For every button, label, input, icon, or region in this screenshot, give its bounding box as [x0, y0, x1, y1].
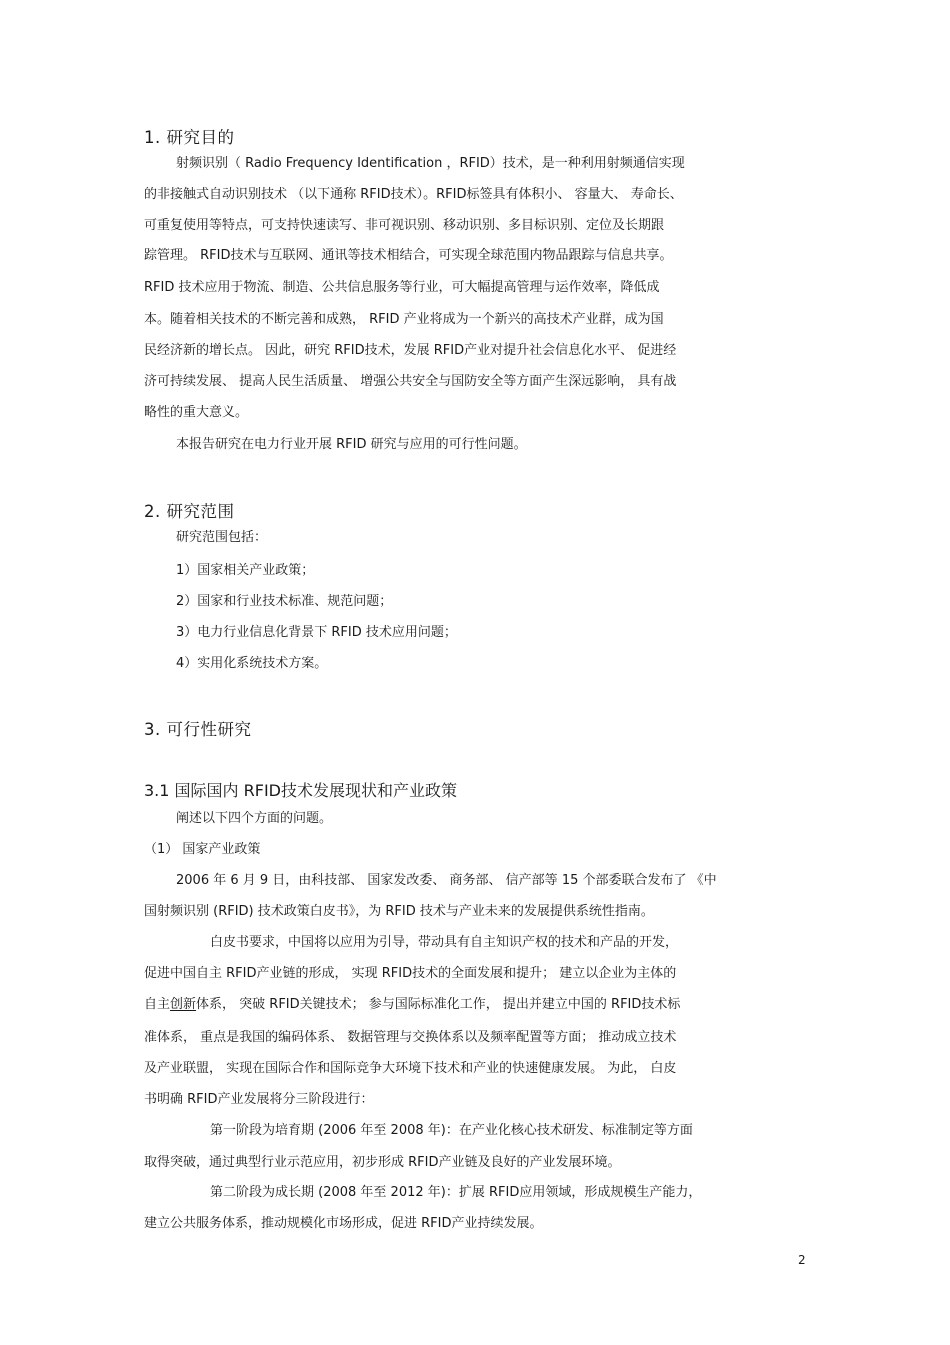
- paragraph-line: 本。随着相关技术的不断完善和成熟， RFID 产业将成为一个新兴的高技术产业群，成为国: [144, 312, 664, 327]
- paragraph-line: 白皮书要求，中国将以应用为引导，带动具有自主知识产权的技术和产品的开发，: [210, 935, 679, 950]
- paragraph-line: RFID 技术应用于物流、制造、公共信息服务等行业，可大幅提高管理与运作效率，降低成: [144, 280, 660, 295]
- paragraph-line: 的非接触式自动识别技术 （以下通称 RFID技术）。RFID标签具有体积小、 容量大、 寿命长、: [144, 187, 683, 202]
- scope-item: 1）国家相关产业政策；: [176, 563, 315, 578]
- plain-text: 自主: [144, 997, 171, 1012]
- scope-intro: 研究范围包括：: [176, 530, 268, 545]
- paragraph-line: [144, 997, 804, 1013]
- scope-item: 2）国家和行业技术标准、规范问题；: [176, 594, 393, 609]
- paragraph-line: 第二阶段为成长期 (2008 年至 2012 年)：扩展 RFID应用领域，形成规模生产能力，: [210, 1185, 702, 1200]
- section-3-heading: 3. 可行性研究: [144, 720, 252, 739]
- paragraph-line: 可重复使用等特点，可支持快速读写、非可视识别、移动识别、多目标识别、定位及长期跟: [144, 218, 665, 233]
- paragraph-line: 建立公共服务体系，推动规模化市场形成，促进 RFID产业持续发展。: [144, 1216, 543, 1231]
- paragraph-line: 国射频识别 (RFID) 技术政策白皮书》，为 RFID 技术与产业未来的发展提供系统性指南。: [144, 904, 654, 919]
- paragraph-line: 民经济新的增长点。 因此，研究 RFID技术，发展 RFID产业对提升社会信息化水平、 促进经: [144, 343, 677, 358]
- paragraph-line: 射频识别（ Radio Frequency Identification ，RFID）技术，是一种利用射频通信实现: [176, 156, 685, 171]
- paragraph-line: 略性的重大意义。: [144, 405, 249, 420]
- paragraph-line: 本报告研究在电力行业开展 RFID 研究与应用的可行性问题。: [176, 437, 527, 452]
- section-1-heading: 1. 研究目的: [144, 128, 235, 147]
- section-3-1-heading: 3.1 国际国内 RFID技术发展现状和产业政策: [144, 781, 457, 800]
- section-2-heading: 2. 研究范围: [144, 502, 235, 521]
- paragraph-line: 踪管理。 RFID技术与互联网、通讯等技术相结合，可实现全球范围内物品跟踪与信息共享。: [144, 248, 673, 263]
- scope-item: 4）实用化系统技术方案。: [176, 656, 328, 671]
- scope-item: 3）电力行业信息化背景下 RFID 技术应用问题；: [176, 625, 457, 640]
- plain-text: 体系， 突破 RFID关键技术； 参与国际标准化工作， 提出并建立中国的 RFID技术标: [196, 997, 681, 1012]
- page-number: 2: [798, 1253, 806, 1267]
- paragraph-line: 取得突破，通过典型行业示范应用，初步形成 RFID产业链及良好的产业发展环境。: [144, 1155, 621, 1170]
- paragraph-line: 济可持续发展、 提高人民生活质量、 增强公共安全与国防安全等方面产生深远影响， 具有战: [144, 374, 677, 389]
- subsection-intro: 阐述以下四个方面的问题。: [176, 811, 333, 826]
- underlined-text: 创新: [170, 997, 197, 1012]
- paragraph-line: 准体系， 重点是我国的编码体系、 数据管理与交换体系以及频率配置等方面； 推动成立技术: [144, 1030, 677, 1045]
- paragraph-line: 促进中国自主 RFID产业链的形成， 实现 RFID技术的全面发展和提升； 建立以企业为主体的: [144, 966, 677, 981]
- paragraph-line: 及产业联盟， 实现在国际合作和国际竞争大环境下技术和产业的快速健康发展。 为此， 白皮: [144, 1061, 677, 1076]
- subsection-item-heading: （1） 国家产业政策: [144, 842, 261, 857]
- paragraph-line: 2006 年 6 月 9 日，由科技部、 国家发改委、 商务部、 信产部等 15 个部委联合发布了 《中: [176, 873, 717, 888]
- paragraph-line: 第一阶段为培育期 (2006 年至 2008 年)：在产业化核心技术研发、标准制定等方面: [210, 1123, 693, 1138]
- paragraph-line: 书明确 RFID产业发展将分三阶段进行：: [144, 1092, 374, 1107]
